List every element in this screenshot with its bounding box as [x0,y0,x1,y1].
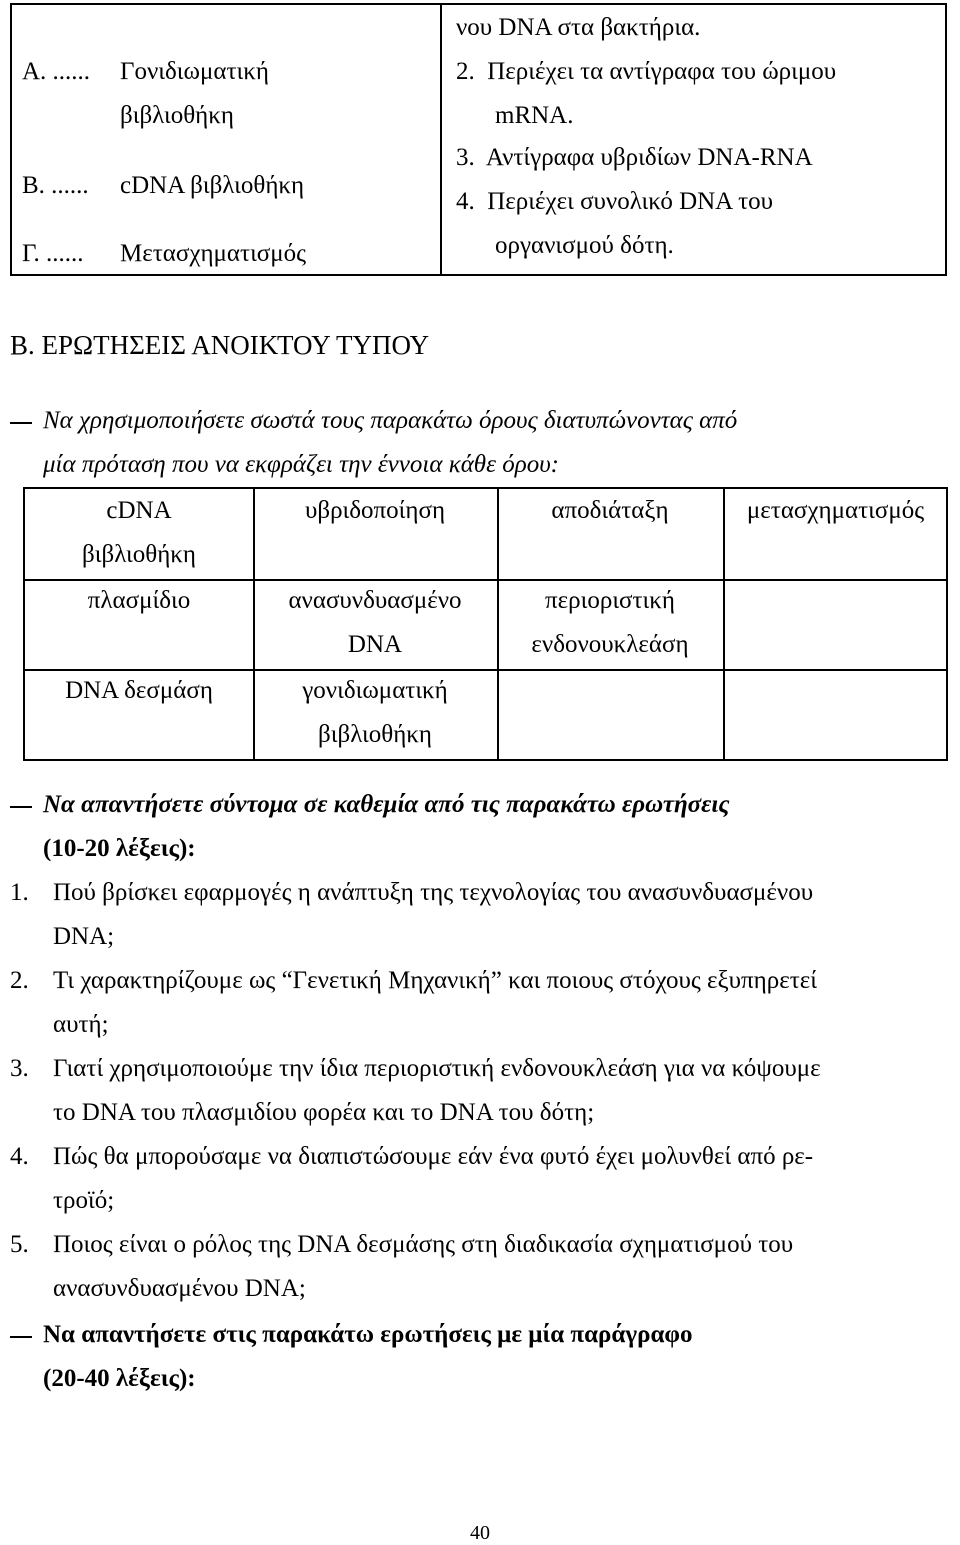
question-5-line-2: ανασυνδυασμένου DNA; [53,1275,306,1302]
terms-table [23,487,948,761]
question-3-number: 3. [10,1055,29,1082]
term-cdna: cDNA [106,497,172,524]
instruction-2-line-1: Να απαντήσετε σύντομα σε καθεμία από τις παρακάτω ερωτήσεις [43,791,730,818]
instruction-1-line-2: μία πρόταση που να εκφράζει την έννοια κάθε όρου: [43,451,559,478]
term-restriction-cont: ενδονουκλεάση [531,631,689,658]
term-genomic-cont: βιβλιοθήκη [318,721,432,748]
match-right-line-5: 4. Περιέχει συνολικό DNA του [456,188,774,215]
term-hybridization: υβριδοποίηση [304,497,446,524]
term-restriction: περιοριστική [545,587,675,614]
match-right-line-2: 2. Περιέχει τα αντίγραφα του ώριμου [456,58,837,85]
page-number: 40 [470,1522,490,1544]
question-3-line-2: το DNA του πλασμιδίου φορέα και το DNA του δότη; [53,1099,595,1126]
question-2-line-2: αυτή; [53,1011,109,1038]
question-4-number: 4. [10,1143,29,1170]
term-dna-ligase: DNA δεσμάση [65,677,213,704]
instruction-3-line-2: (20-40 λέξεις): [43,1365,196,1392]
question-2-number: 2. [10,967,29,994]
match-letter-a: Α. ...... [22,58,91,85]
question-2-line-1: Τι χαρακτηρίζουμε ως “Γενετική Μηχανική” και ποιους στόχους εξυπηρετεί [53,967,817,994]
match-letter-b: Β. ...... [22,172,89,199]
question-1-number: 1. [10,879,29,906]
section-b-title: Β. ΕΡΩΤΗΣΕΙΣ ΑΝΟΙΚΤΟΥ ΤΥΠΟΥ [10,330,430,360]
term-cdna-cont: βιβλιοθήκη [82,541,196,568]
question-4-line-1: Πώς θα μπορούσαμε να διαπιστώσουμε εάν ένα φυτό έχει μολυνθεί από ρε- [53,1143,814,1170]
question-3-line-1: Γιατί χρησιμοποιούμε την ίδια περιοριστική ενδονουκλεάση για να κόψουμε [53,1055,821,1082]
match-right-line-6: οργανισμού δότη. [495,232,674,259]
match-letter-c: Γ. ...... [22,240,84,267]
match-term-a: Γονιδιωματική [120,58,269,85]
match-right-line-1: νου DNA στα βακτήρια. [456,14,701,41]
dash-bullet-1 [10,422,32,424]
term-transformation: μετασχηματισμός [746,497,925,524]
instruction-2-line-2: (10-20 λέξεις): [43,835,196,862]
dash-bullet-2 [10,806,32,808]
matching-table [10,3,947,276]
match-term-b: cDNA βιβλιοθήκη [120,172,305,199]
term-genomic: γονιδιωματική [302,677,448,704]
question-5-number: 5. [10,1231,29,1258]
question-1-line-2: DNA; [53,923,115,950]
question-5-line-1: Ποιος είναι ο ρόλος της DNA δεσμάσης στη διαδικασία σχηματισμού του [53,1231,794,1258]
dash-bullet-3 [10,1336,32,1338]
match-right-line-4: 3. Αντίγραφα υβριδίων DNA-RNA [456,144,813,171]
match-term-a-cont: βιβλιοθήκη [120,102,234,129]
question-4-line-2: τροϊό; [53,1187,115,1214]
question-1-line-1: Πού βρίσκει εφαρμογές η ανάπτυξη της τεχνολογίας του ανασυνδυασμένου [53,879,814,906]
term-plasmid: πλασμίδιο [87,587,191,614]
term-denaturation: αποδιάταξη [551,497,669,524]
match-term-c: Μετασχηματισμός [120,240,307,267]
instruction-3-line-1: Να απαντήσετε στις παρακάτω ερωτήσεις με μία παράγραφο [43,1321,693,1348]
term-recombinant-cont: DNA [347,631,403,658]
instruction-1-line-1: Να χρησιμοποιήσετε σωστά τους παρακάτω όρους διατυπώνοντας από [43,407,738,434]
term-recombinant: ανασυνδυασμένο [288,587,462,614]
matching-table-divider [440,5,442,274]
match-right-line-3: mRNA. [495,102,574,129]
